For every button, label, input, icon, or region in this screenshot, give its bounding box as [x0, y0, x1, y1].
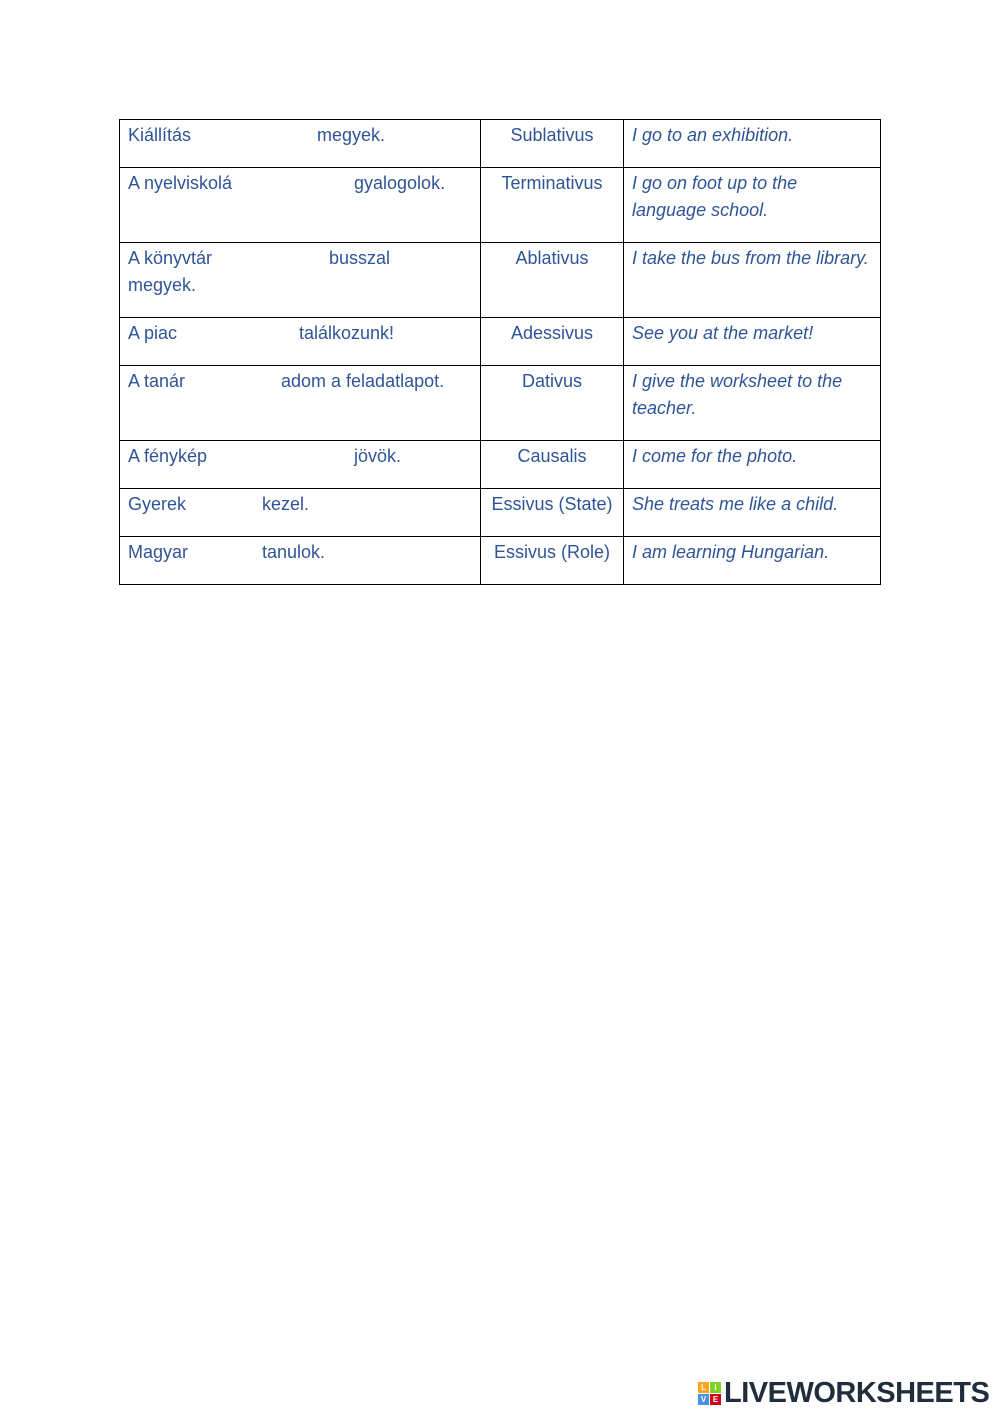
case-name: Adessivus: [481, 318, 624, 366]
table-row: [120, 537, 881, 585]
hungarian-rest: tanulok.: [262, 542, 326, 562]
table-row: [120, 168, 881, 243]
table-row: [120, 489, 881, 537]
hungarian-rest: gyalogolok.: [354, 173, 446, 193]
case-name: Causalis: [481, 441, 624, 489]
hungarian-rest: busszal: [329, 248, 391, 268]
english-translation: She treats me like a child.: [624, 489, 881, 537]
hungarian-rest: megyek.: [317, 125, 386, 145]
case-name: Sublativus: [481, 120, 624, 168]
english-translation: See you at the market!: [624, 318, 881, 366]
hungarian-word: Kiállítás: [128, 125, 192, 145]
hungarian-word: A nyelviskolá: [128, 173, 233, 193]
english-translation: I take the bus from the library.: [624, 243, 881, 318]
hungarian-cell: [120, 441, 481, 489]
hungarian-rest: találkozunk!: [299, 323, 395, 343]
case-table: [119, 119, 881, 585]
case-name: Terminativus: [481, 168, 624, 243]
logo-text: LIVEWORKSHEETS: [724, 1376, 990, 1409]
table-row: [120, 318, 881, 366]
english-translation: I go on foot up to the language school.: [624, 168, 881, 243]
hungarian-word: Gyerek: [128, 494, 187, 514]
logo-mark-icon: L I V E: [698, 1382, 721, 1405]
hungarian-word: A tanár: [128, 371, 186, 391]
english-translation: I come for the photo.: [624, 441, 881, 489]
english-translation: I go to an exhibition.: [624, 120, 881, 168]
table-row: [120, 441, 881, 489]
hungarian-cell: [120, 243, 481, 318]
hungarian-cell: [120, 120, 481, 168]
hungarian-cell: [120, 489, 481, 537]
case-name: Dativus: [481, 366, 624, 441]
hungarian-word: A könyvtár: [128, 248, 213, 268]
english-translation: I give the worksheet to the teacher.: [624, 366, 881, 441]
hungarian-rest: kezel.: [262, 494, 310, 514]
hungarian-cell: [120, 366, 481, 441]
case-name: Essivus (State): [481, 489, 624, 537]
hungarian-word: A fénykép: [128, 446, 208, 466]
case-name: Essivus (Role): [481, 537, 624, 585]
table-row: [120, 120, 881, 168]
hungarian-rest-line2: megyek.: [128, 275, 197, 295]
table-row: [120, 366, 881, 441]
hungarian-cell: [120, 168, 481, 243]
hungarian-cell: [120, 318, 481, 366]
case-name: Ablativus: [481, 243, 624, 318]
liveworksheets-logo: [698, 1377, 989, 1409]
hungarian-word: A piac: [128, 323, 178, 343]
hungarian-cell: [120, 537, 481, 585]
table-row: [120, 243, 881, 318]
hungarian-rest: jövök.: [354, 446, 402, 466]
hungarian-word: Magyar: [128, 542, 189, 562]
english-translation: I am learning Hungarian.: [624, 537, 881, 585]
hungarian-rest: adom a feladatlapot.: [281, 371, 445, 391]
